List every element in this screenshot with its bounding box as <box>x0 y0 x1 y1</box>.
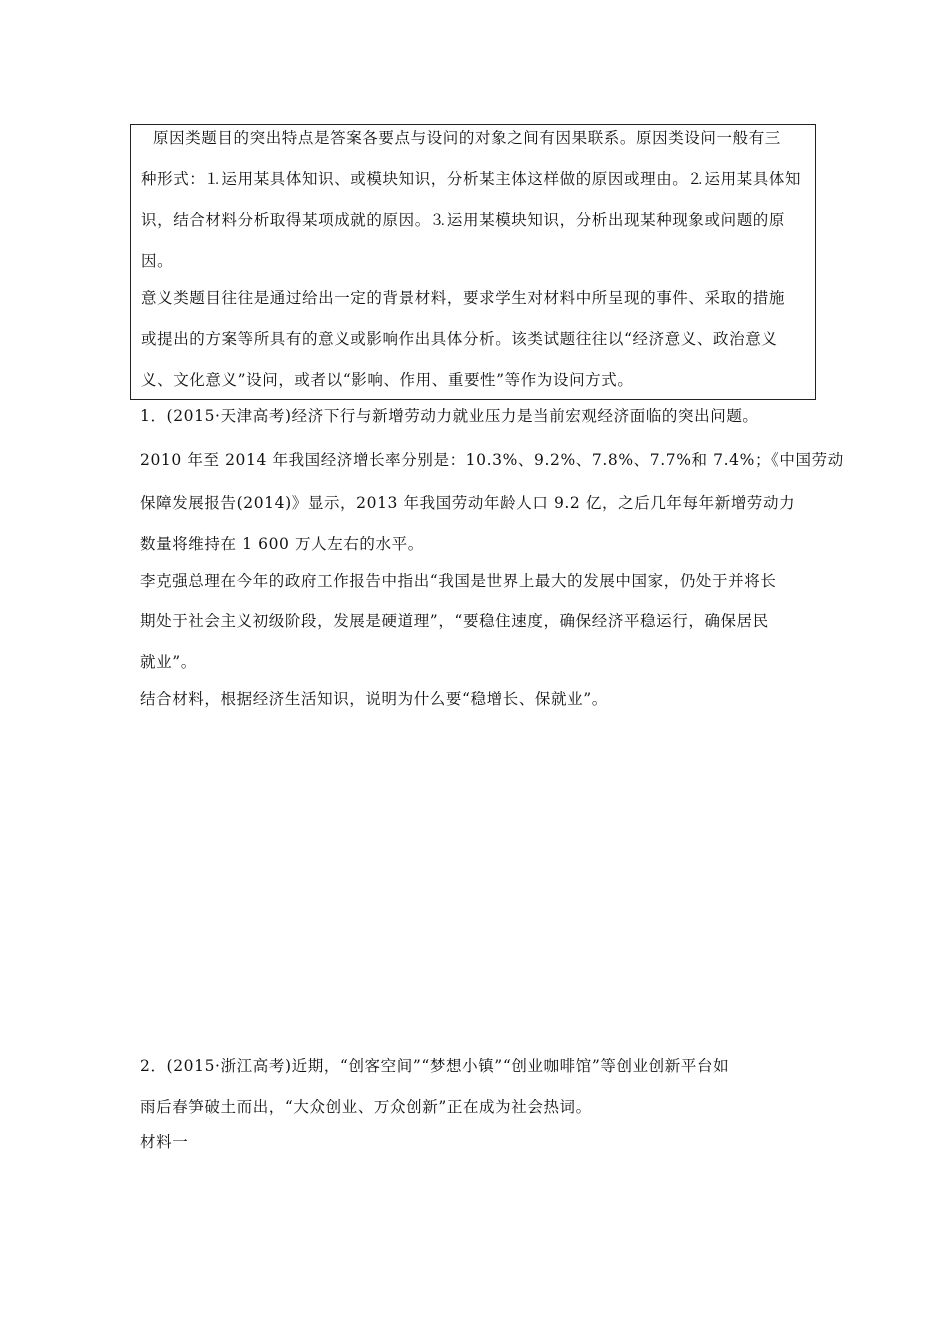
tip-line: 识，结合材料分析取得某项成就的原因。⒊运用某模块知识，分析出现某种现象或问题的原 <box>141 211 786 229</box>
question-1-line: 数量将维持在 1 600 万人左右的水平。 <box>140 535 424 553</box>
tip-line: 原因类题目的突出特点是答案各要点与设问的对象之间有因果联系。原因类设问一般有三 <box>153 129 781 147</box>
question-1-prompt: 结合材料，根据经济生活知识，说明为什么要“稳增长、保就业”。 <box>140 690 608 708</box>
question-2-line: 雨后春笋破土而出，“大众创业、万众创新”正在成为社会热词。 <box>140 1098 592 1116</box>
tip-line: 义、文化意义”设问，或者以“影响、作用、重要性”等作为设问方式。 <box>141 371 634 389</box>
material-heading: 材料一 <box>140 1133 189 1151</box>
tip-line: 因。 <box>141 252 174 270</box>
question-1-line: 2010 年至 2014 年我国经济增长率分别是：10.3%、9.2%、7.8%、7.7%和 7.4%；《中国劳动 <box>140 451 844 469</box>
question-1-line: 期处于社会主义初级阶段，发展是硬道理”，“要稳住速度，确保经济平稳运行，确保居民 <box>140 612 769 630</box>
tip-line: 意义类题目往往是通过给出一定的背景材料，要求学生对材料中所呈现的事件、采取的措施 <box>141 289 786 307</box>
question-1-line: 李克强总理在今年的政府工作报告中指出“我国是世界上最大的发展中国家，仍处于并将长 <box>140 572 777 590</box>
question-1-line: 保障发展报告(2014)》显示，2013 年我国劳动年龄人口 9.2 亿，之后几年每年新增劳动力 <box>140 494 796 512</box>
question-1-line: 就业”。 <box>140 653 197 671</box>
answer-tips-box <box>130 124 816 400</box>
tip-line: 或提出的方案等所具有的意义或影响作出具体分析。该类试题往往以“经济意义、政治意义 <box>141 330 778 348</box>
question-2-line: 2．(2015·浙江高考)近期，“创客空间”“梦想小镇”“创业咖啡馆”等创业创新平台如 <box>140 1057 730 1075</box>
question-1-line: 1．(2015·天津高考)经济下行与新增劳动力就业压力是当前宏观经济面临的突出问题。 <box>140 407 759 425</box>
tip-line: 种形式：⒈运用某具体知识、或模块知识，分析某主体这样做的原因或理由。⒉运用某具体知 <box>141 170 802 188</box>
